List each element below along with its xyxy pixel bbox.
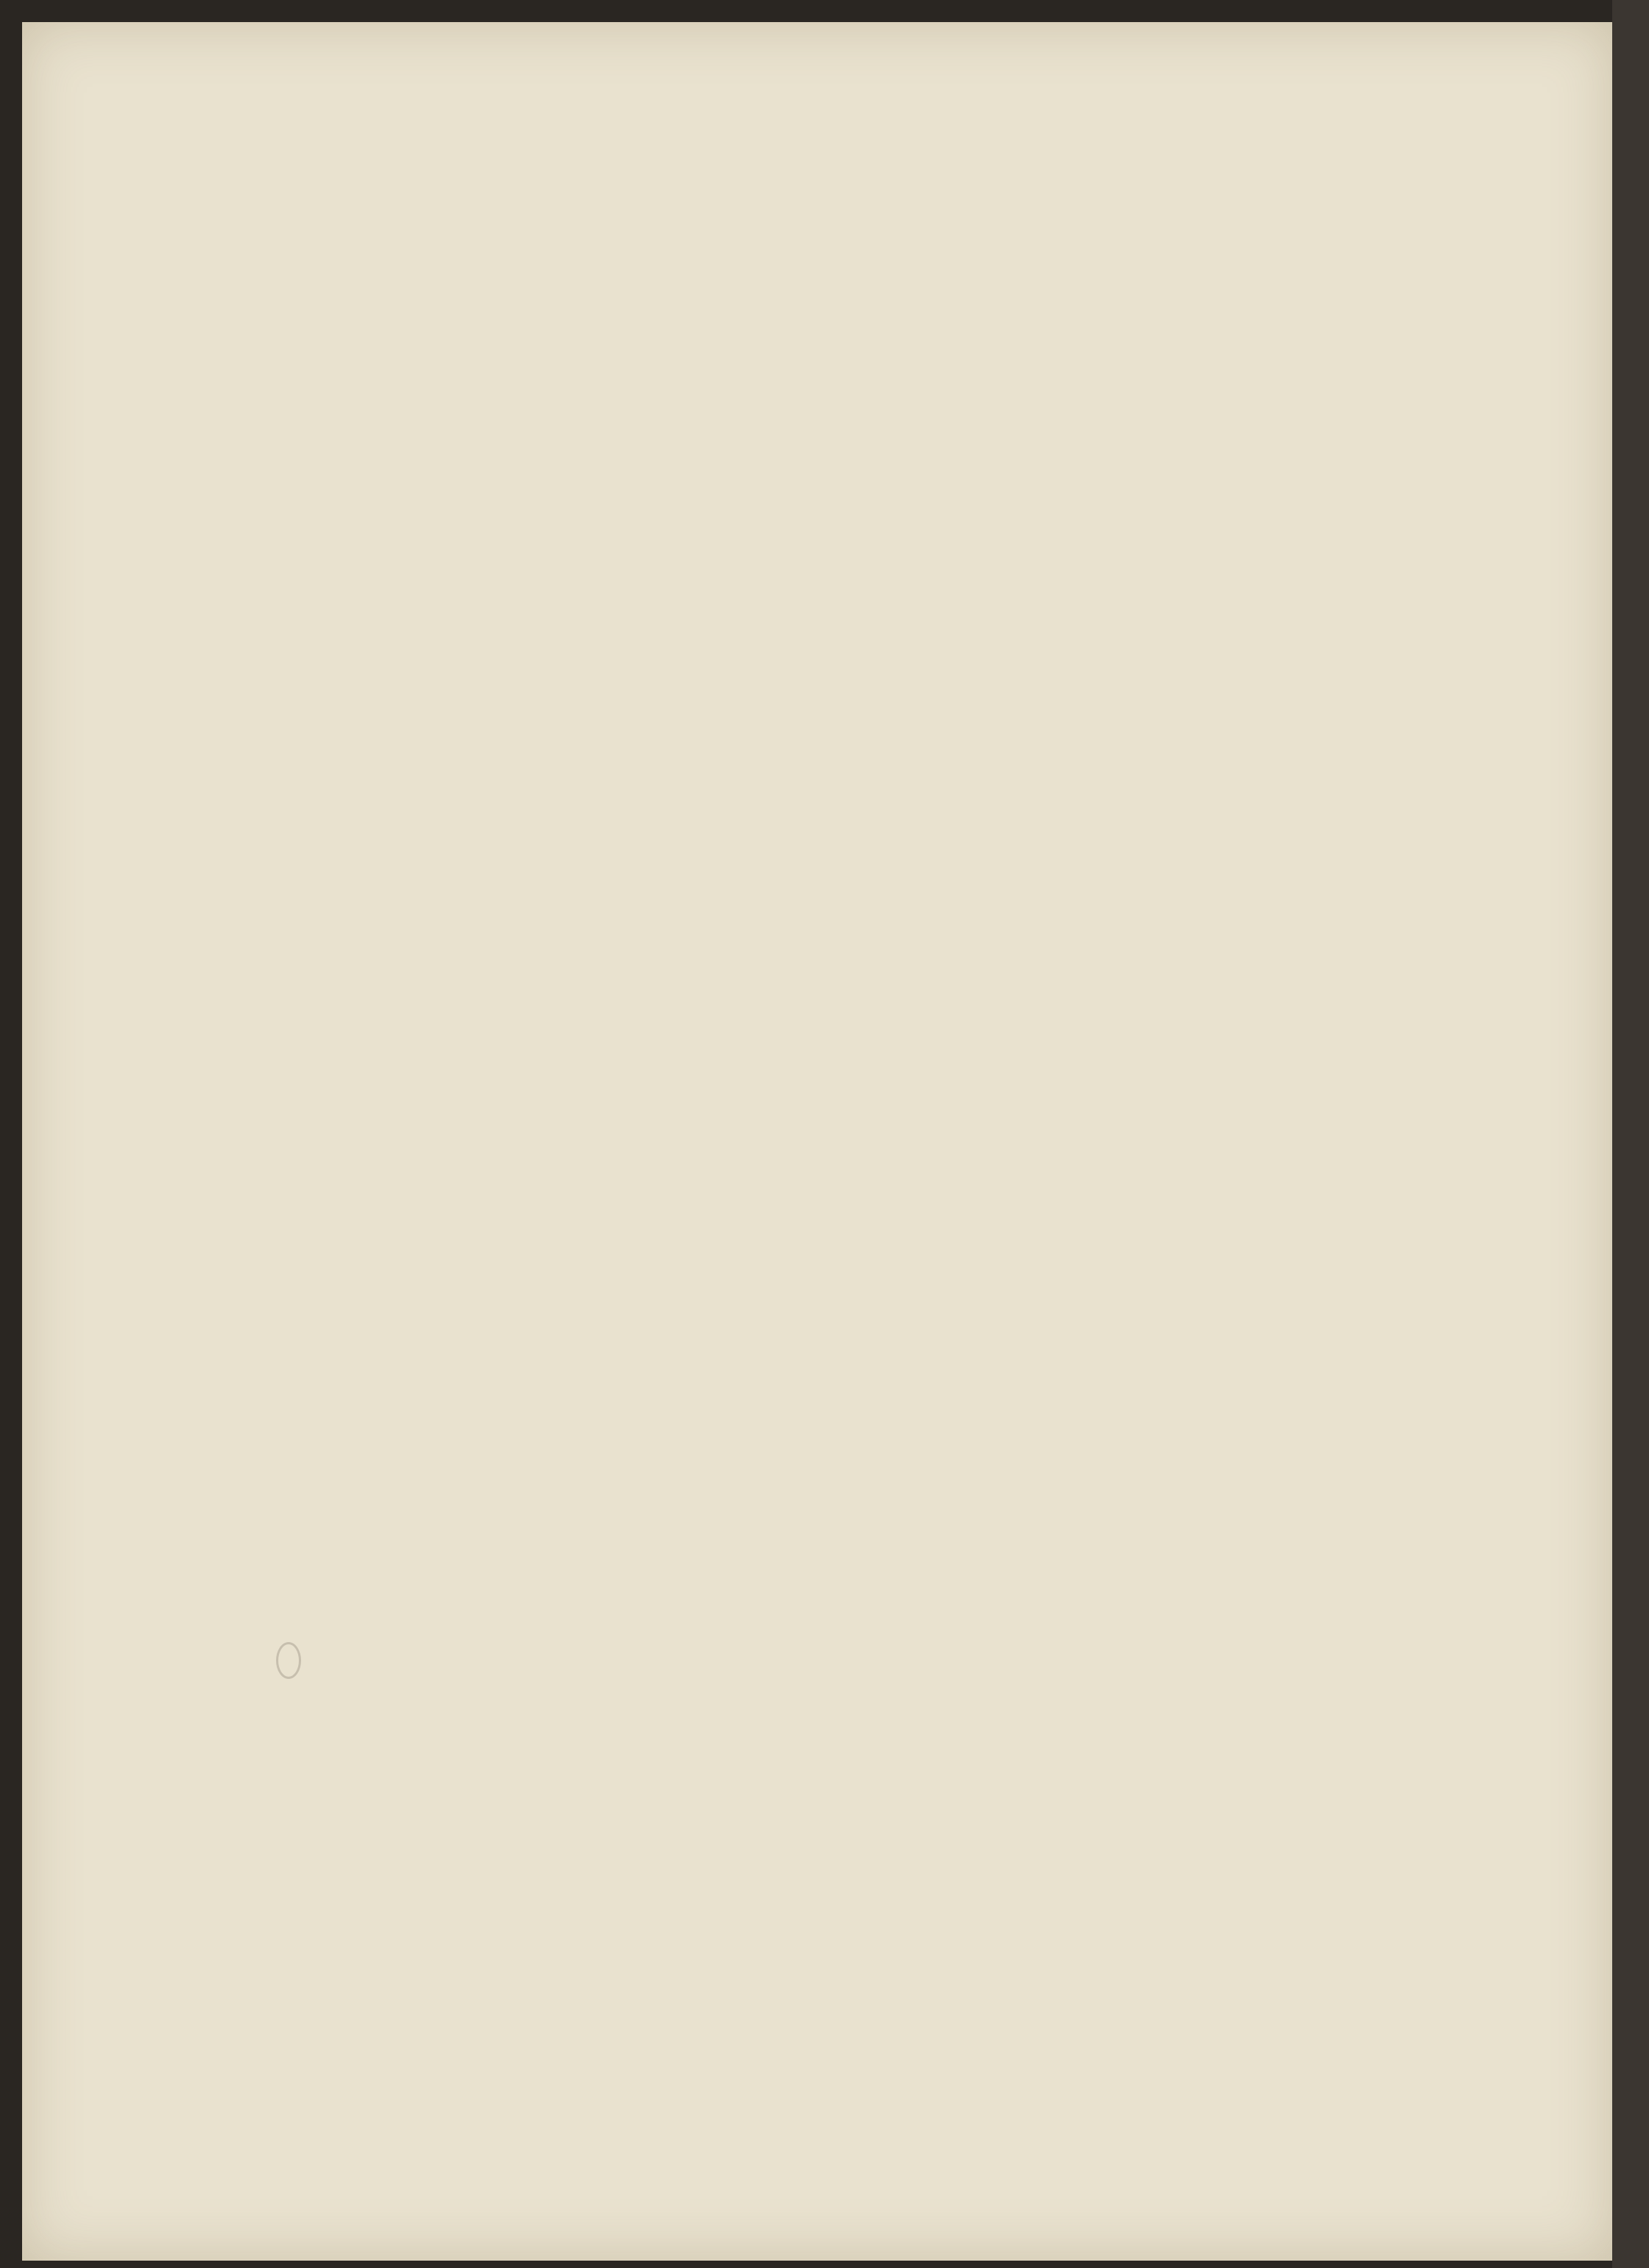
- ink-smudge: [276, 1642, 301, 1679]
- book-page: [22, 22, 1612, 2261]
- chapter-heading: [324, 190, 1531, 236]
- page-header: [140, 129, 1539, 188]
- page-text: [324, 190, 1531, 236]
- facing-page-edge: [1612, 0, 1649, 2268]
